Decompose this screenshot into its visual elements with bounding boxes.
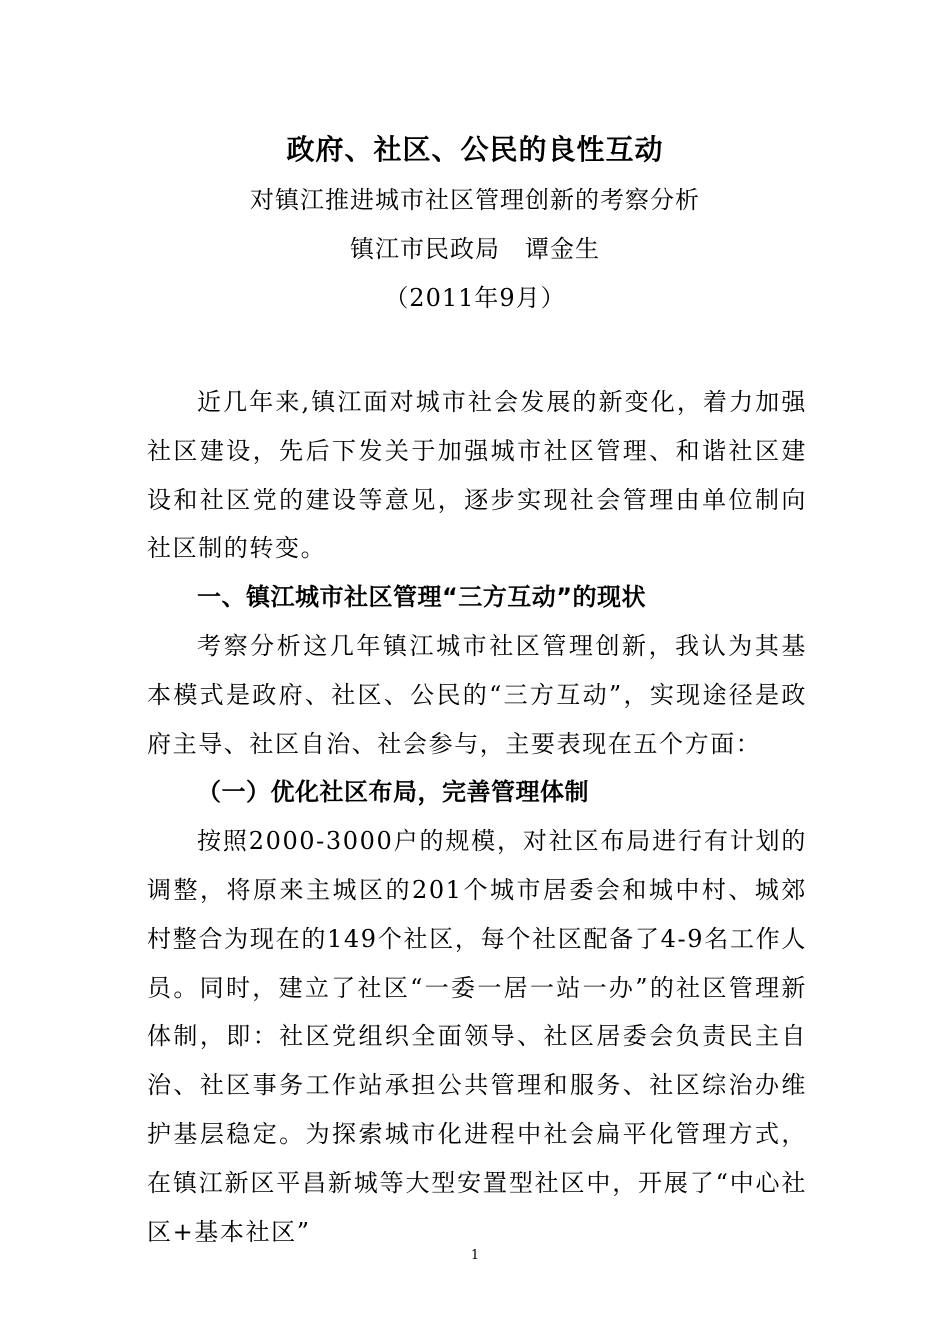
section-paragraph: 考察分析这几年镇江城市社区管理创新，我认为其基本模式是政府、社区、公民的“三方互动”，实现途径是政府主导、社区自治、社会参与，主要表现在五个方面： bbox=[147, 631, 807, 758]
section-heading: 一、镇江城市社区管理“三方互动”的现状 bbox=[197, 583, 647, 612]
document-title: 政府、社区、公民的良性互动 bbox=[286, 133, 664, 166]
document-date: （2011年9月） bbox=[384, 284, 566, 312]
document-body bbox=[147, 378, 807, 1256]
subsection-paragraph: 按照2000-3000户的规模，对社区布局进行有计划的调整，将原来主城区的201个城市居委会和城中村、城郊村整合为现在的149个社区，每个社区配备了4-9名工作人员。同时，建立了社区“一委一居一站一办”的社区管理新体制，即：社区党组织全面领导、社区居委会负责民主自治、社区事务工作站承担公共管理和服务、社区综治办维护基层稳定。为探索城市化进程中社会扁平化管理方式，在镇江新区平昌新城等大型安置型社区中，开展了“中心社区+基本社区” bbox=[147, 827, 807, 1246]
document-author: 镇江市民政局 谭金生 bbox=[350, 235, 600, 263]
document-subtitle: 对镇江推进城市社区管理创新的考察分析 bbox=[250, 186, 700, 214]
page-number: 1 bbox=[470, 1248, 480, 1263]
subsection-heading: （一）优化社区布局，完善管理体制 bbox=[197, 778, 589, 807]
intro-paragraph: 近几年来,镇江面对城市社会发展的新变化，着力加强社区建设，先后下发关于加强城市社区管理、和谐社区建设和社区党的建设等意见，逐步实现社会管理由单位制向社区制的转变。 bbox=[147, 388, 807, 563]
